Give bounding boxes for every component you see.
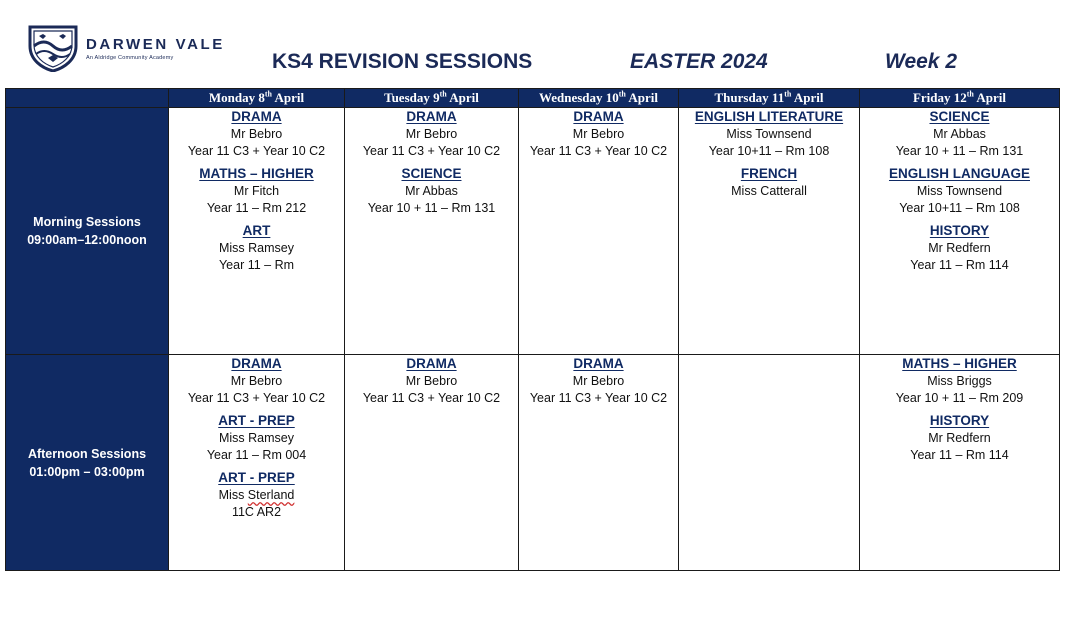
session-cell-afternoon-tuesday — [345, 355, 519, 571]
revision-entry — [169, 108, 344, 160]
session-cell-morning-friday — [860, 108, 1060, 355]
group-room: Year 11 – Rm 114 — [910, 448, 1009, 462]
revision-entry — [345, 108, 518, 160]
revision-timetable — [5, 88, 1060, 571]
subject-title: ART — [242, 223, 271, 238]
school-name: DARWEN VALE — [86, 36, 225, 53]
session-cell-afternoon-monday — [169, 355, 345, 571]
subject-title: ENGLISH LITERATURE — [694, 109, 844, 124]
subject-title: SCIENCE — [929, 109, 990, 124]
school-subtitle: An Aldridge Community Academy — [86, 55, 174, 61]
week-label: Week 2 — [885, 50, 957, 73]
day-header-wednesday: Wednesday 10th April — [519, 89, 679, 108]
day-header-tuesday: Tuesday 9th April — [345, 89, 519, 108]
group-room: Year 11 C3 + Year 10 C2 — [529, 391, 668, 405]
subject-title: DRAMA — [573, 109, 624, 124]
subject-title: SCIENCE — [401, 166, 462, 181]
day-header-row — [6, 89, 1060, 108]
revision-entry — [169, 355, 344, 407]
revision-entry — [679, 165, 859, 200]
group-room: Year 11 – Rm — [218, 258, 295, 272]
group-room: Year 11 – Rm 212 — [206, 201, 307, 215]
session-cell-afternoon-thursday — [679, 355, 860, 571]
revision-entry — [345, 355, 518, 407]
revision-entry — [860, 108, 1059, 160]
group-room: Year 11 C3 + Year 10 C2 — [529, 144, 668, 158]
revision-entry — [169, 412, 344, 464]
group-room: Year 10 + 11 – Rm 209 — [895, 391, 1024, 405]
subject-title: DRAMA — [406, 109, 457, 124]
revision-entry — [345, 165, 518, 217]
session-time: 09:00am–12:00noon — [27, 233, 147, 247]
teacher-name: Mr Bebro — [230, 127, 283, 141]
subject-title: ART - PREP — [218, 470, 295, 485]
revision-entry — [169, 469, 344, 521]
morning-session-row — [6, 108, 1060, 355]
teacher-name: Miss Ramsey — [218, 241, 294, 255]
subject-title: DRAMA — [231, 109, 282, 124]
subject-title: HISTORY — [929, 223, 990, 238]
school-crest-icon — [26, 24, 80, 72]
teacher-name: Mr Bebro — [572, 374, 625, 388]
term-label: EASTER 2024 — [630, 50, 768, 73]
revision-entry — [519, 355, 678, 407]
session-cell-afternoon-friday — [860, 355, 1060, 571]
revision-entry — [519, 108, 678, 160]
revision-entry — [169, 222, 344, 274]
session-cell-morning-monday — [169, 108, 345, 355]
session-name: Afternoon Sessions — [27, 446, 147, 461]
corner-cell — [6, 89, 169, 108]
teacher-name: Mr Abbas — [933, 127, 986, 141]
page-title: KS4 REVISION SESSIONS — [272, 50, 533, 73]
subject-title: HISTORY — [929, 413, 990, 428]
revision-entry — [860, 222, 1059, 274]
school-logo — [26, 24, 226, 72]
subject-title: MATHS – HIGHER — [199, 166, 314, 181]
teacher-name: Miss Townsend — [726, 127, 812, 141]
session-time: 01:00pm – 03:00pm — [29, 464, 145, 479]
day-header-thursday: Thursday 11th April — [679, 89, 860, 108]
teacher-name: Mr Bebro — [405, 127, 458, 141]
revision-entry — [860, 165, 1059, 217]
teacher-name: Mr Bebro — [230, 374, 283, 388]
group-room: Year 10+11 – Rm 108 — [899, 201, 1020, 215]
group-room: Year 11 C3 + Year 10 C2 — [362, 144, 501, 158]
subject-title: ENGLISH LANGUAGE — [888, 166, 1030, 181]
subject-title: DRAMA — [231, 356, 282, 371]
group-room: Year 10 + 11 – Rm 131 — [367, 201, 496, 215]
day-header-monday: Monday 8th April — [169, 89, 345, 108]
revision-entry — [860, 412, 1059, 464]
revision-entry — [169, 165, 344, 217]
subject-title: ART - PREP — [218, 413, 295, 428]
group-room: Year 10+11 – Rm 108 — [708, 144, 830, 158]
group-room: Year 10 + 11 – Rm 131 — [895, 144, 1024, 158]
group-room: Year 11 – Rm 114 — [910, 258, 1009, 272]
teacher-name: Mr Fitch — [233, 184, 280, 198]
group-room: Year 11 C3 + Year 10 C2 — [187, 144, 326, 158]
group-room: Year 11 C3 + Year 10 C2 — [362, 391, 501, 405]
teacher-name: Miss Catterall — [731, 184, 807, 198]
group-room: Year 11 C3 + Year 10 C2 — [187, 391, 326, 405]
session-cell-afternoon-wednesday — [519, 355, 679, 571]
teacher-name: Mr Bebro — [572, 127, 625, 141]
day-header-friday: Friday 12th April — [860, 89, 1060, 108]
subject-title: DRAMA — [573, 356, 624, 371]
session-cell-morning-tuesday — [345, 108, 519, 355]
revision-entry — [860, 355, 1059, 407]
group-room: Year 11 – Rm 004 — [206, 448, 307, 462]
afternoon-session-label — [6, 355, 169, 571]
subject-title: FRENCH — [740, 166, 798, 181]
teacher-name: Mr Redfern — [928, 431, 991, 445]
teacher-name: Mr Abbas — [405, 184, 458, 198]
session-cell-morning-thursday — [679, 108, 860, 355]
session-name: Morning Sessions — [33, 215, 141, 229]
teacher-name: Mr Redfern — [928, 241, 991, 255]
group-room: 11C AR2 — [231, 505, 282, 519]
teacher-name: Miss Ramsey — [218, 431, 294, 445]
teacher-name: Miss Sterland — [218, 488, 295, 502]
morning-session-label — [6, 108, 169, 355]
afternoon-session-row — [6, 355, 1060, 571]
teacher-name: Miss Townsend — [916, 184, 1003, 198]
session-cell-morning-wednesday — [519, 108, 679, 355]
revision-entry — [679, 108, 859, 160]
teacher-name: Miss Briggs — [927, 374, 992, 388]
teacher-name: Mr Bebro — [405, 374, 458, 388]
subject-title: MATHS – HIGHER — [902, 356, 1017, 371]
subject-title: DRAMA — [406, 356, 457, 371]
